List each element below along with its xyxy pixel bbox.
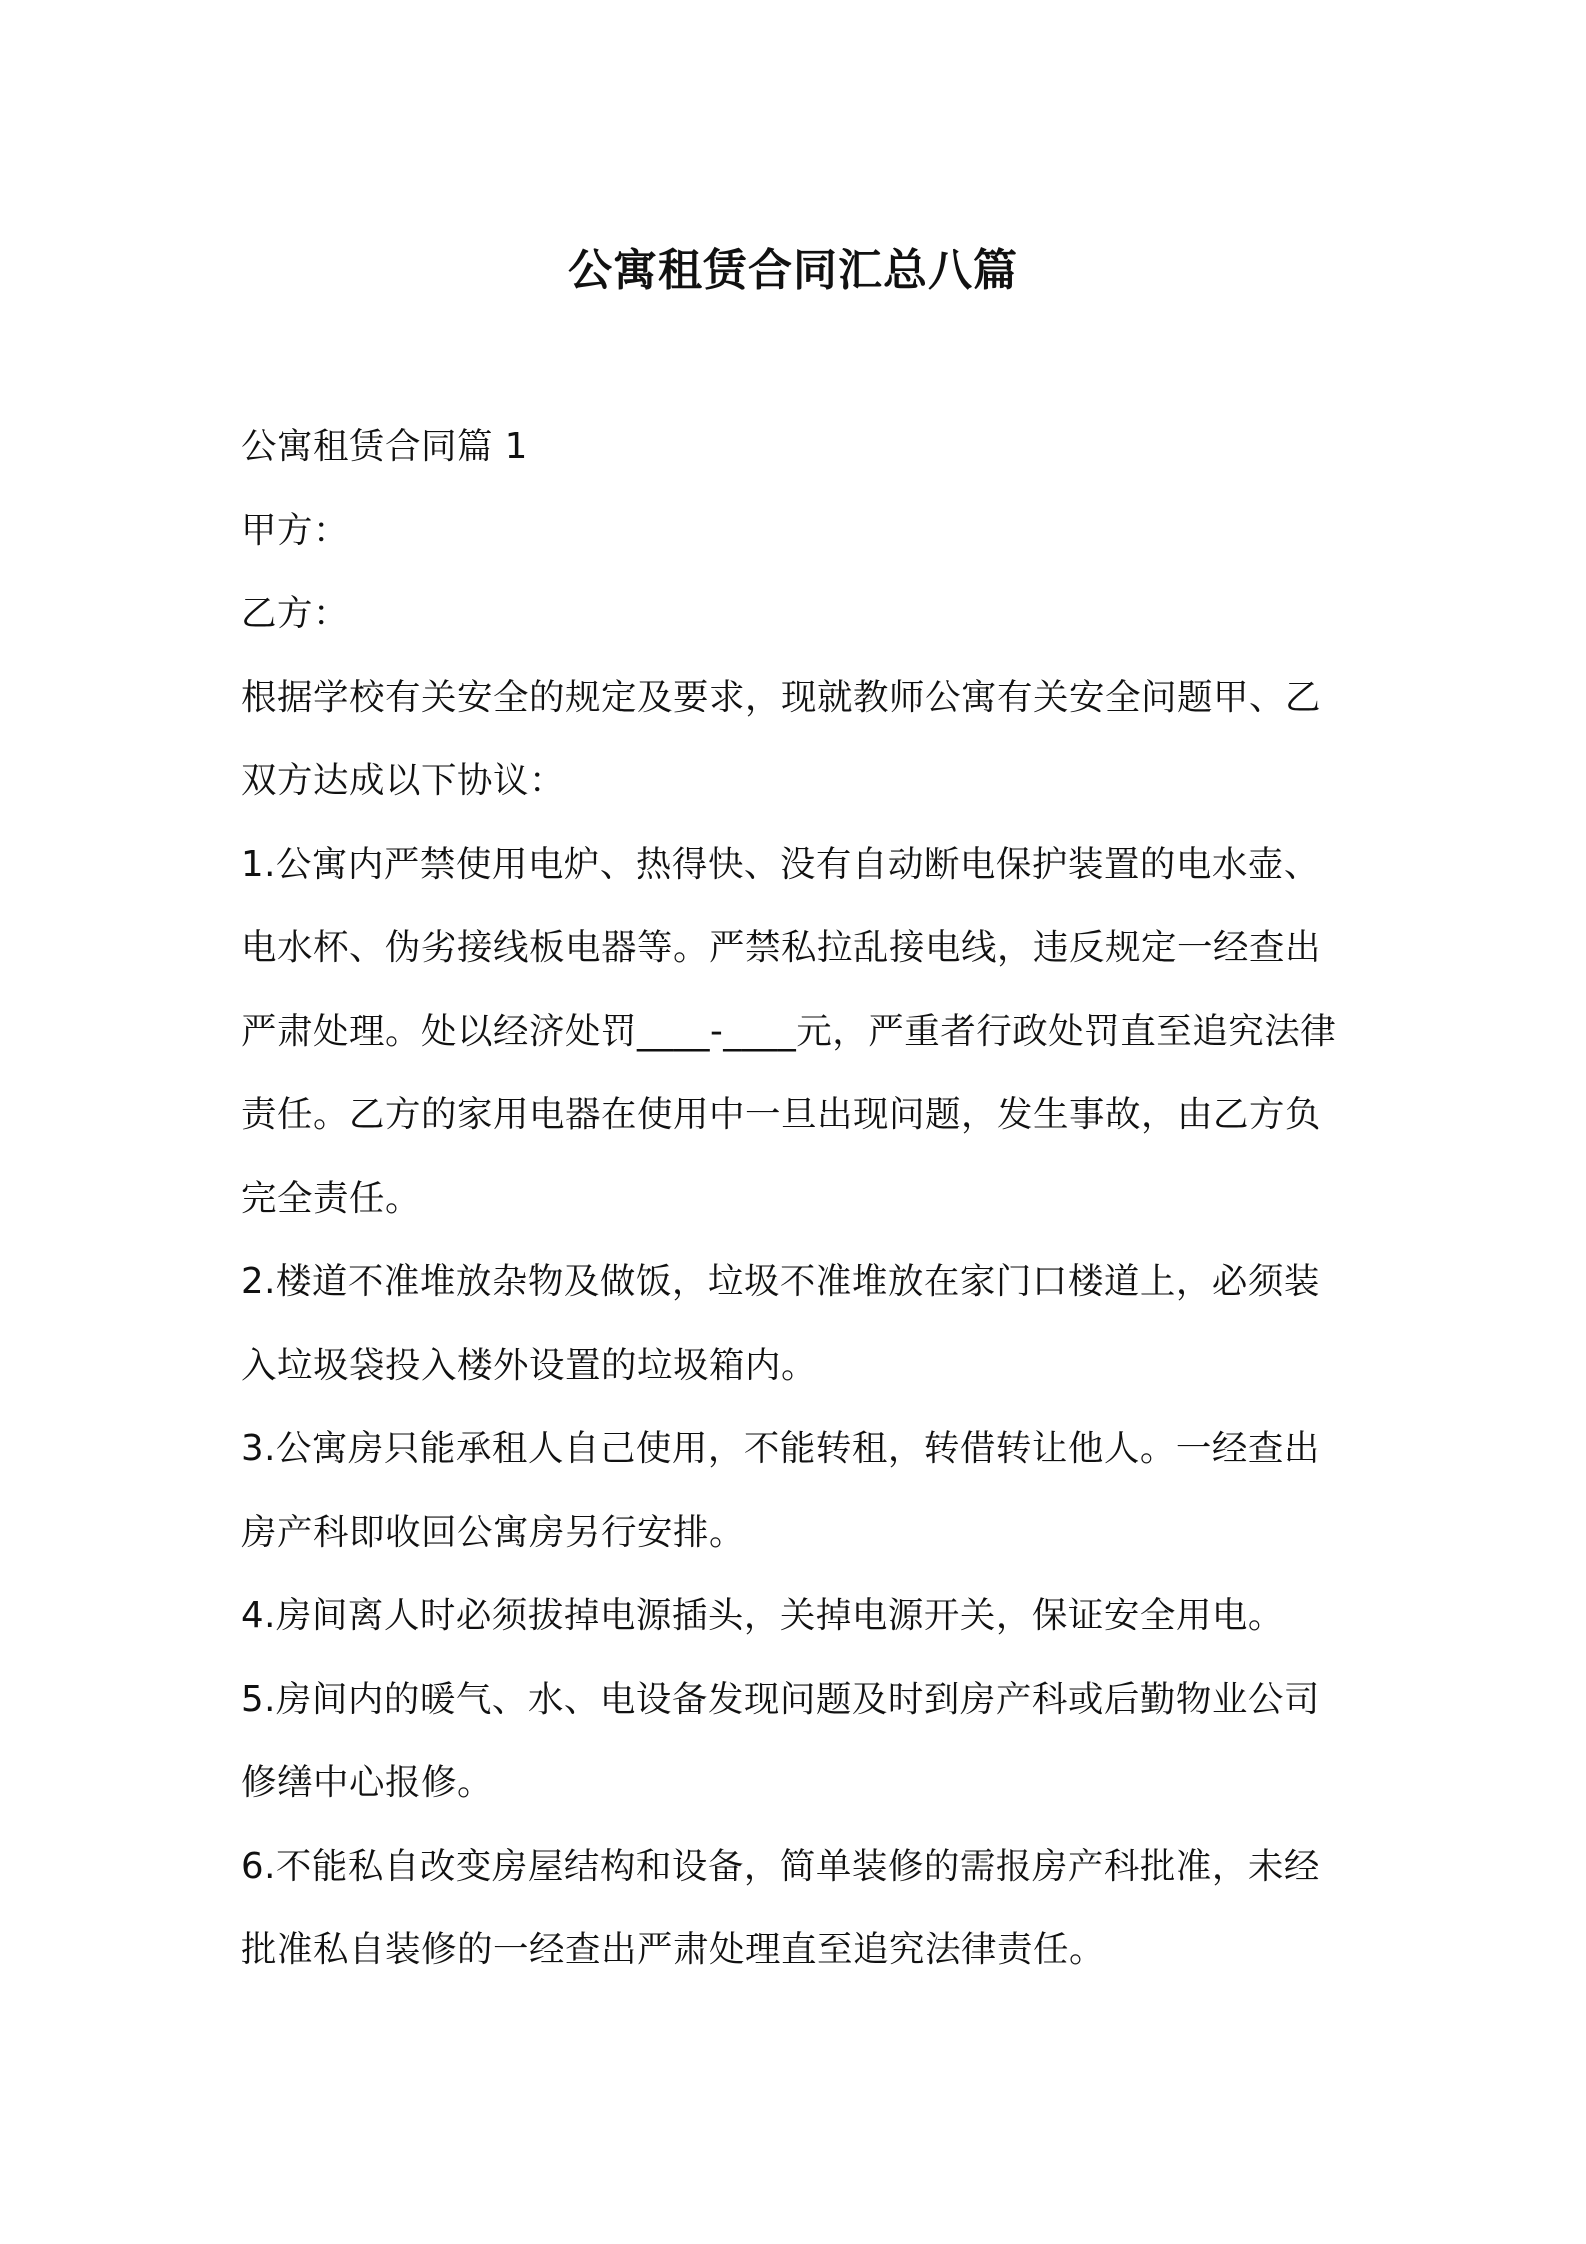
clause-3: 3.公寓房只能承租人自己使用，不能转租，转借转让他人。一经查出房产科即收回公寓房另行安排。	[241, 1428, 1320, 1553]
party-a-label: 甲方：	[241, 509, 350, 551]
intro-paragraph: 根据学校有关安全的规定及要求，现就教师公寓有关安全问题甲、乙双方达成以下协议：	[241, 676, 1322, 801]
clause-5: 5.房间内的暖气、水、电设备发现问题及时到房产科或后勤物业公司修缮中心报修。	[241, 1678, 1320, 1803]
clause-1: 1.公寓内严禁使用电炉、热得快、没有自动断电保护装置的电水壶、电水杯、伪劣接线板电器等。严禁私拉乱接电线，违反规定一经查出严肃处理。处以经济处罚____-____元，严重者行政处罚直至追究法律责任。乙方的家用电器在使用中一旦出现问题，发生事故，由乙方负完全责任。	[241, 843, 1337, 1219]
clause-4: 4.房间离人时必须拔掉电源插头，关掉电源开关，保证安全用电。	[241, 1595, 1284, 1636]
document-title: 公寓租赁合同汇总八篇	[568, 245, 1018, 297]
document-body	[241, 405, 1351, 1992]
section-heading: 公寓租赁合同篇 1	[241, 426, 528, 467]
party-b-label: 乙方：	[241, 593, 350, 634]
clause-6: 6.不能私自改变房屋结构和设备，简单装修的需报房产科批准，未经批准私自装修的一经查出严肃处理直至追究法律责任。	[241, 1845, 1320, 1970]
clause-2: 2.楼道不准堆放杂物及做饭，垃圾不准堆放在家门口楼道上，必须装入垃圾袋投入楼外设置的垃圾箱内。	[241, 1261, 1320, 1386]
